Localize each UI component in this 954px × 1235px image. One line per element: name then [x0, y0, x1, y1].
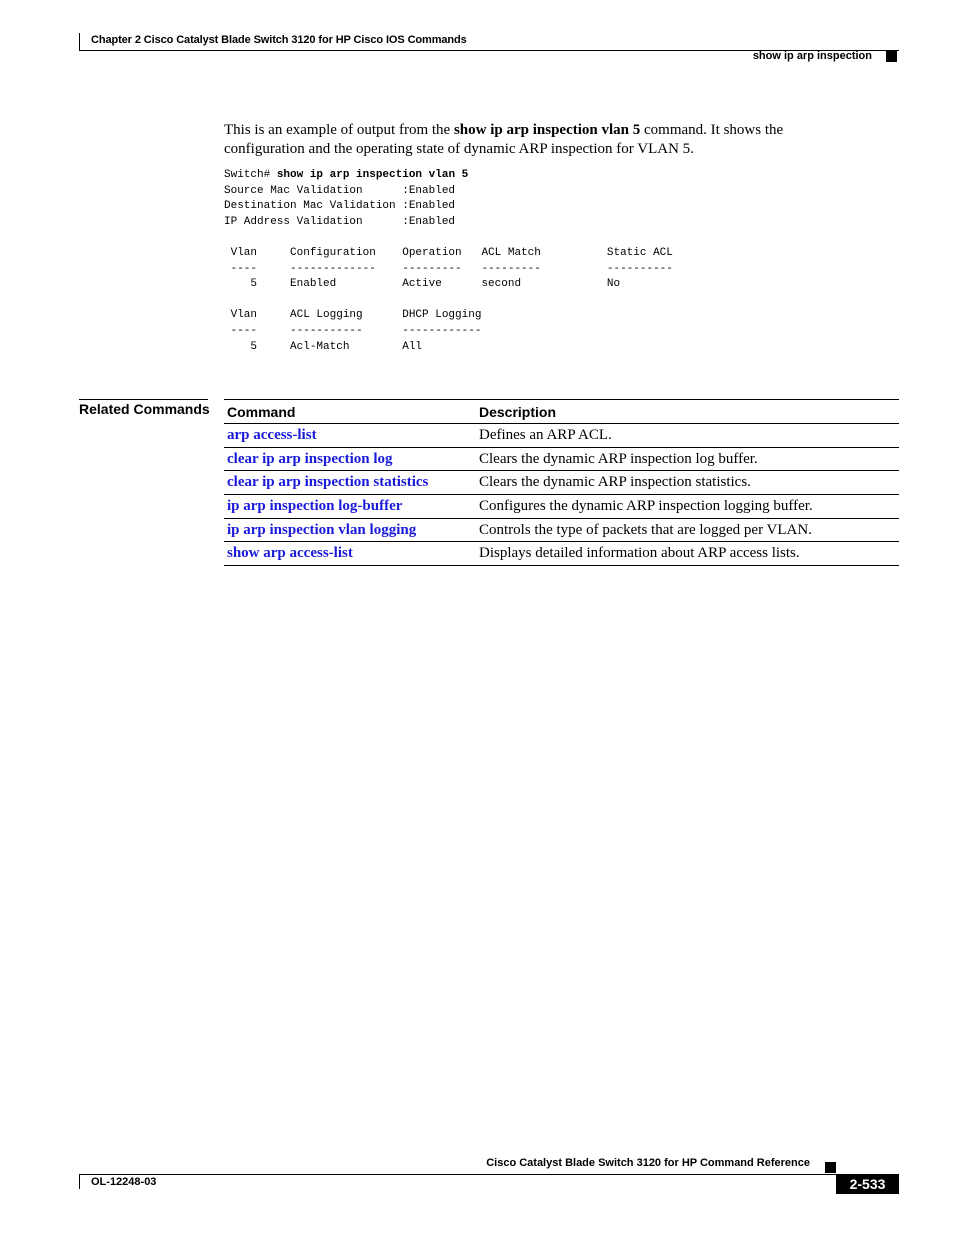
example-command: show ip arp inspection vlan 5 [276, 169, 469, 181]
column-header-command: Command [224, 400, 476, 424]
footer-rule [79, 1174, 899, 1175]
example-output-body: Source Mac Validation :Enabled Destination Mac Validation :Enabled IP Address Validation :Enabled Vlan Configuration Operation ACL Match Static ACL ---- ------------- --------- --------- ---------- 5 Enabled Active second No Vlan ACL Logging DHCP Logging ---- ----------- ------------ 5 Acl-Match All [224, 184, 673, 353]
related-commands-label: Related Commands [79, 401, 210, 417]
table-header-row [224, 400, 899, 424]
header-left-rule [79, 33, 80, 50]
related-commands-table [224, 399, 899, 566]
intro-text-end: command. It shows the configuration and the operating state of dynamic ARP inspection for VLAN 5. [224, 122, 784, 157]
command-link[interactable]: clear ip arp inspection statistics [224, 471, 476, 495]
footer-left-rule [79, 1175, 80, 1189]
table-row [224, 447, 899, 471]
table-row [224, 495, 899, 519]
column-header-description: Description [476, 400, 899, 424]
footer-marker [825, 1162, 836, 1173]
command-description: Displays detailed information about ARP access lists. [476, 542, 899, 566]
command-description: Controls the type of packets that are logged per VLAN. [476, 518, 899, 542]
intro-text-start: This is an example of output from the [224, 122, 454, 138]
footer-doc-number: OL-12248-03 [91, 1176, 157, 1188]
table-row [224, 424, 899, 448]
table-row [224, 471, 899, 495]
table-row [224, 518, 899, 542]
example-output [224, 168, 673, 355]
intro-paragraph [224, 121, 864, 159]
command-description: Clears the dynamic ARP inspection statistics. [476, 471, 899, 495]
command-link[interactable]: show arp access-list [224, 542, 476, 566]
page-number: 2-533 [836, 1175, 899, 1194]
command-link[interactable]: clear ip arp inspection log [224, 447, 476, 471]
header-section-title: show ip arp inspection [752, 50, 872, 62]
command-link[interactable]: ip arp inspection vlan logging [224, 518, 476, 542]
command-description: Configures the dynamic ARP inspection logging buffer. [476, 495, 899, 519]
footer-book-title: Cisco Catalyst Blade Switch 3120 for HP Command Reference [486, 1157, 810, 1169]
intro-command: show ip arp inspection vlan 5 [453, 122, 641, 138]
example-prompt: Switch# [224, 169, 277, 181]
header-marker [886, 51, 897, 62]
header-chapter-title: Chapter 2 Cisco Catalyst Blade Switch 3120 for HP Cisco IOS Commands [91, 34, 467, 46]
table-row [224, 542, 899, 566]
command-description: Clears the dynamic ARP inspection log buffer. [476, 447, 899, 471]
command-link[interactable]: ip arp inspection log-buffer [224, 495, 476, 519]
command-link[interactable]: arp access-list [224, 424, 476, 448]
related-commands-label-rule [79, 399, 208, 400]
command-description: Defines an ARP ACL. [476, 424, 899, 448]
